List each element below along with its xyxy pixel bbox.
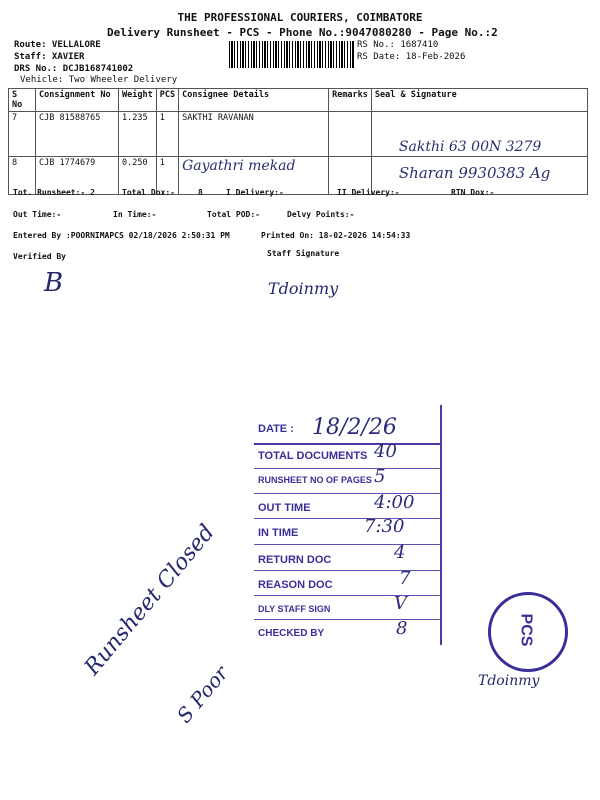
stamp-row — [254, 595, 440, 620]
row-weight: 1.235 — [119, 112, 157, 157]
stamp-label: CHECKED BY — [258, 628, 325, 639]
staff-signature-label: Staff Signature — [267, 249, 340, 258]
drs-text: DRS No.: DCJB168741002 — [14, 64, 134, 74]
signature-handwriting: Sharan 9930383 Ag — [398, 164, 551, 182]
stamp-label: RUNSHEET NO OF PAGES — [258, 475, 372, 485]
verified-signature: B — [44, 268, 64, 298]
stamp-value: 7 — [399, 568, 411, 589]
i-delivery: I Delivery:- — [226, 188, 284, 197]
stamp-value: 8 — [396, 618, 408, 639]
total-dox-value: 8 — [198, 188, 203, 197]
row-sno: 8 — [9, 157, 36, 195]
stamp-row — [254, 544, 440, 571]
runsheet-table — [8, 88, 588, 195]
pcs-seal-text: PCS — [517, 613, 535, 647]
col-weight: Weight — [119, 89, 157, 112]
stamp-date-label: DATE : — [258, 423, 294, 435]
stamp-row — [254, 443, 440, 469]
staff-text: Staff: XAVIER — [14, 52, 85, 62]
printed-on: Printed On: 18-02-2026 14:54:33 — [261, 231, 411, 240]
stamp-row — [254, 493, 440, 519]
runsheet-title: Delivery Runsheet - PCS - Phone No.:9047080280 - Page No.:2 — [107, 26, 498, 39]
rtn-dox: RTN Dox:- — [451, 188, 495, 197]
stamp-label: IN TIME — [258, 527, 299, 539]
entered-by: Entered By :POORNIMAPCS 02/18/2026 2:50:31 PM — [13, 231, 230, 240]
row-weight: 0.250 — [119, 157, 157, 195]
row-sno: 7 — [9, 112, 36, 157]
col-consignee: Consignee Details — [179, 89, 329, 112]
total-dox-label: Total Dox:- — [122, 188, 175, 197]
stamp-row — [254, 570, 440, 596]
stamp-value: V — [394, 593, 407, 614]
row-pcs: 1 — [156, 112, 178, 157]
stamp-value: 40 — [374, 441, 397, 462]
row-consignment: CJB 81588765 — [36, 112, 119, 157]
closing-stamp — [254, 405, 442, 645]
stamp-value: 4 — [394, 542, 406, 563]
pcs-seal — [488, 592, 568, 672]
stamp-label: DLY STAFF SIGN — [258, 604, 331, 614]
stamp-row — [254, 518, 440, 545]
consignee-handwriting: Gayathri mekad — [182, 158, 296, 174]
delvy-points: Delvy Points:- — [287, 210, 355, 219]
company-title: THE PROFESSIONAL COURIERS, COIMBATORE — [177, 11, 423, 24]
rs-no-text: RS No.: 1687410 — [357, 40, 439, 50]
table-row — [9, 112, 588, 157]
barcode — [229, 41, 354, 68]
route-text: Route: VELLALORE — [14, 40, 101, 50]
stamp-row — [254, 619, 440, 645]
verified-by-label: Verified By — [13, 252, 66, 261]
stamp-date-row — [254, 413, 440, 445]
row-remarks — [329, 112, 372, 157]
stamp-label: OUT TIME — [258, 502, 311, 514]
row-signature — [371, 112, 587, 157]
stamp-value: 4:00 — [374, 492, 415, 513]
rs-date-text: RS Date: 18-Feb-2026 — [357, 52, 466, 62]
stamp-date-value: 18/2/26 — [312, 415, 397, 440]
bottom-signature-scribble: Tdoinmy — [478, 673, 540, 689]
ii-delivery: II Delivery:- — [337, 188, 400, 197]
stamp-label: TOTAL DOCUMENTS — [258, 450, 368, 462]
stamp-value: 7:30 — [364, 516, 405, 537]
col-pcs: PCS — [156, 89, 178, 112]
stamp-value: 5 — [374, 466, 386, 487]
row-consignment: CJB 1774679 — [36, 157, 119, 195]
col-consignment: Consignment No — [36, 89, 119, 112]
row-pcs: 1 — [156, 157, 178, 195]
table-header-row — [9, 89, 588, 112]
closing-note-line1: Runsheet Closed — [80, 520, 220, 681]
row-consignee: SAKTHI RAVANAN — [179, 112, 329, 157]
stamp-row — [254, 468, 440, 494]
staff-signature-scribble: Tdoinmy — [268, 279, 339, 298]
out-time: Out Time:- — [13, 210, 62, 219]
stamp-label: REASON DOC — [258, 579, 333, 591]
total-pod: Total POD:- — [207, 210, 260, 219]
stamp-label: RETURN DOC — [258, 554, 332, 566]
col-signature: Seal & Signature — [371, 89, 587, 112]
vehicle-text: Vehicle: Two Wheeler Delivery — [20, 75, 178, 85]
col-remarks: Remarks — [329, 89, 372, 112]
signature-handwriting: Sakthi 63 00N 3279 — [398, 139, 542, 155]
col-sno: S No — [9, 89, 36, 112]
in-time: In Time:- — [113, 210, 157, 219]
tot-runsheet: Tot. Runsheet:- 2 — [13, 188, 95, 197]
table-row — [9, 157, 588, 195]
closing-note-line2: S Poor — [172, 661, 234, 728]
